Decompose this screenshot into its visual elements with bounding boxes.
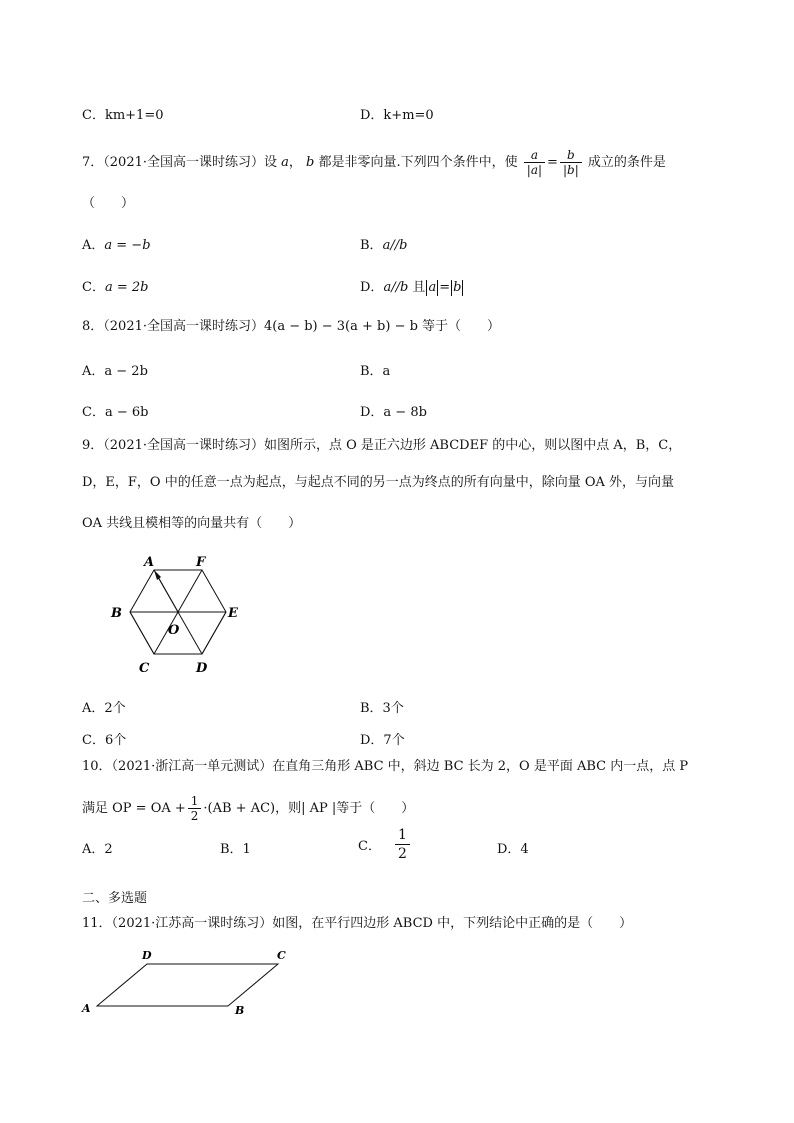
q7-prefix: 7．（2021·全国高一课时练习）设	[82, 155, 277, 170]
q7-option-b: B．a//b	[360, 238, 408, 253]
q7-stem: 7．（2021·全国高一课时练习）设 a， b 都是非零向量.下列四个条件中，使 $\frac{a}{|a|}$ = $\frac{b}{|b|}$ 成立的条件是	[82, 148, 666, 177]
parallelogram-figure	[80, 945, 300, 1020]
label-D: D	[196, 661, 208, 676]
q7-mid: 都是非零向量.下列四个条件中，使	[318, 155, 518, 170]
q10-option-a: A．2	[82, 842, 113, 857]
q8-stem: 8．（2021·全国高一课时练习）4(a − b) − 3(a + b) − b 等于（ ）	[82, 319, 501, 334]
q7-frac-a: $\frac{a}{|a|}$	[524, 148, 545, 177]
label-A: A	[144, 555, 155, 570]
label-F: F	[196, 555, 206, 570]
q8-option-d: D．a − 8b	[360, 405, 427, 420]
q7-vector-b: b	[306, 155, 315, 170]
label-B: B	[111, 606, 122, 621]
q10-option-d: D．4	[497, 842, 529, 857]
q9-option-b: B．3个	[360, 701, 404, 716]
q9-option-a: A．2个	[82, 701, 126, 716]
q8-option-c: C．a − 6b	[82, 405, 149, 420]
vector-oa-arrow	[154, 570, 178, 612]
q9-stem-line2: D，E，F，O 中的任意一点为起点，与起点不同的另一点为终点的所有向量中，除向量 OA 外，与向量	[82, 475, 675, 490]
q7-option-a: A．a = −b	[82, 238, 151, 253]
q7-frac-b: $\frac{b}{|b|}$	[560, 148, 582, 177]
q9-stem-line1: 9．（2021·全国高一课时练习）如图所示，点 O 是正六边形 ABCDEF 的中心，则以图中点 A，B，C，	[82, 438, 682, 453]
q11-stem: 11．（2021·江苏高一课时练习）如图，在平行四边形 ABCD 中，下列结论中正确的是（ ）	[82, 916, 633, 931]
q6-option-c: C．km+1=0	[82, 108, 164, 123]
parallelogram-outline	[97, 964, 278, 1006]
q7-suffix: 成立的条件是	[587, 155, 666, 170]
q7-vector-a: a	[281, 155, 289, 170]
q8-option-b: B．a	[360, 364, 391, 379]
q8-option-a: A．a − 2b	[82, 364, 148, 379]
section-title-multiple-choice: 二、多选题	[82, 891, 148, 906]
label-A: A	[82, 1002, 91, 1015]
label-O: O	[168, 623, 180, 638]
q10-stem-line2: 满足 OP = OA + $\frac{1}{2}$ ·(AB + AC)，则| AP |等于（ ）	[82, 794, 415, 823]
label-E: E	[228, 606, 238, 621]
q10-frac-half: $\frac{1}{2}$	[188, 794, 202, 823]
q9-option-c: C．6个	[82, 733, 127, 748]
q10-option-c: C． $\frac{1}{2}$	[358, 826, 412, 863]
q10-stem-line1: 10．（2021·浙江高一单元测试）在直角三角形 ABC 中，斜边 BC 长为 2，O 是平面 ABC 内一点，点 P	[82, 759, 689, 774]
q7-option-d: D．a//b 且 a = b	[360, 280, 462, 295]
label-D: D	[142, 949, 152, 962]
label-C: C	[277, 949, 286, 962]
label-C: C	[139, 661, 150, 676]
hexagon-figure	[108, 552, 248, 680]
q6-option-d: D．k+m=0	[360, 108, 434, 123]
q7-paren: （ ）	[82, 196, 135, 211]
q9-stem-line3: OA 共线且模相等的向量共有（ ）	[82, 516, 302, 531]
q10-option-b: B．1	[220, 842, 251, 857]
q9-option-d: D．7个	[360, 733, 405, 748]
label-B: B	[235, 1004, 245, 1017]
q7-option-c: C．a = 2b	[82, 280, 149, 295]
